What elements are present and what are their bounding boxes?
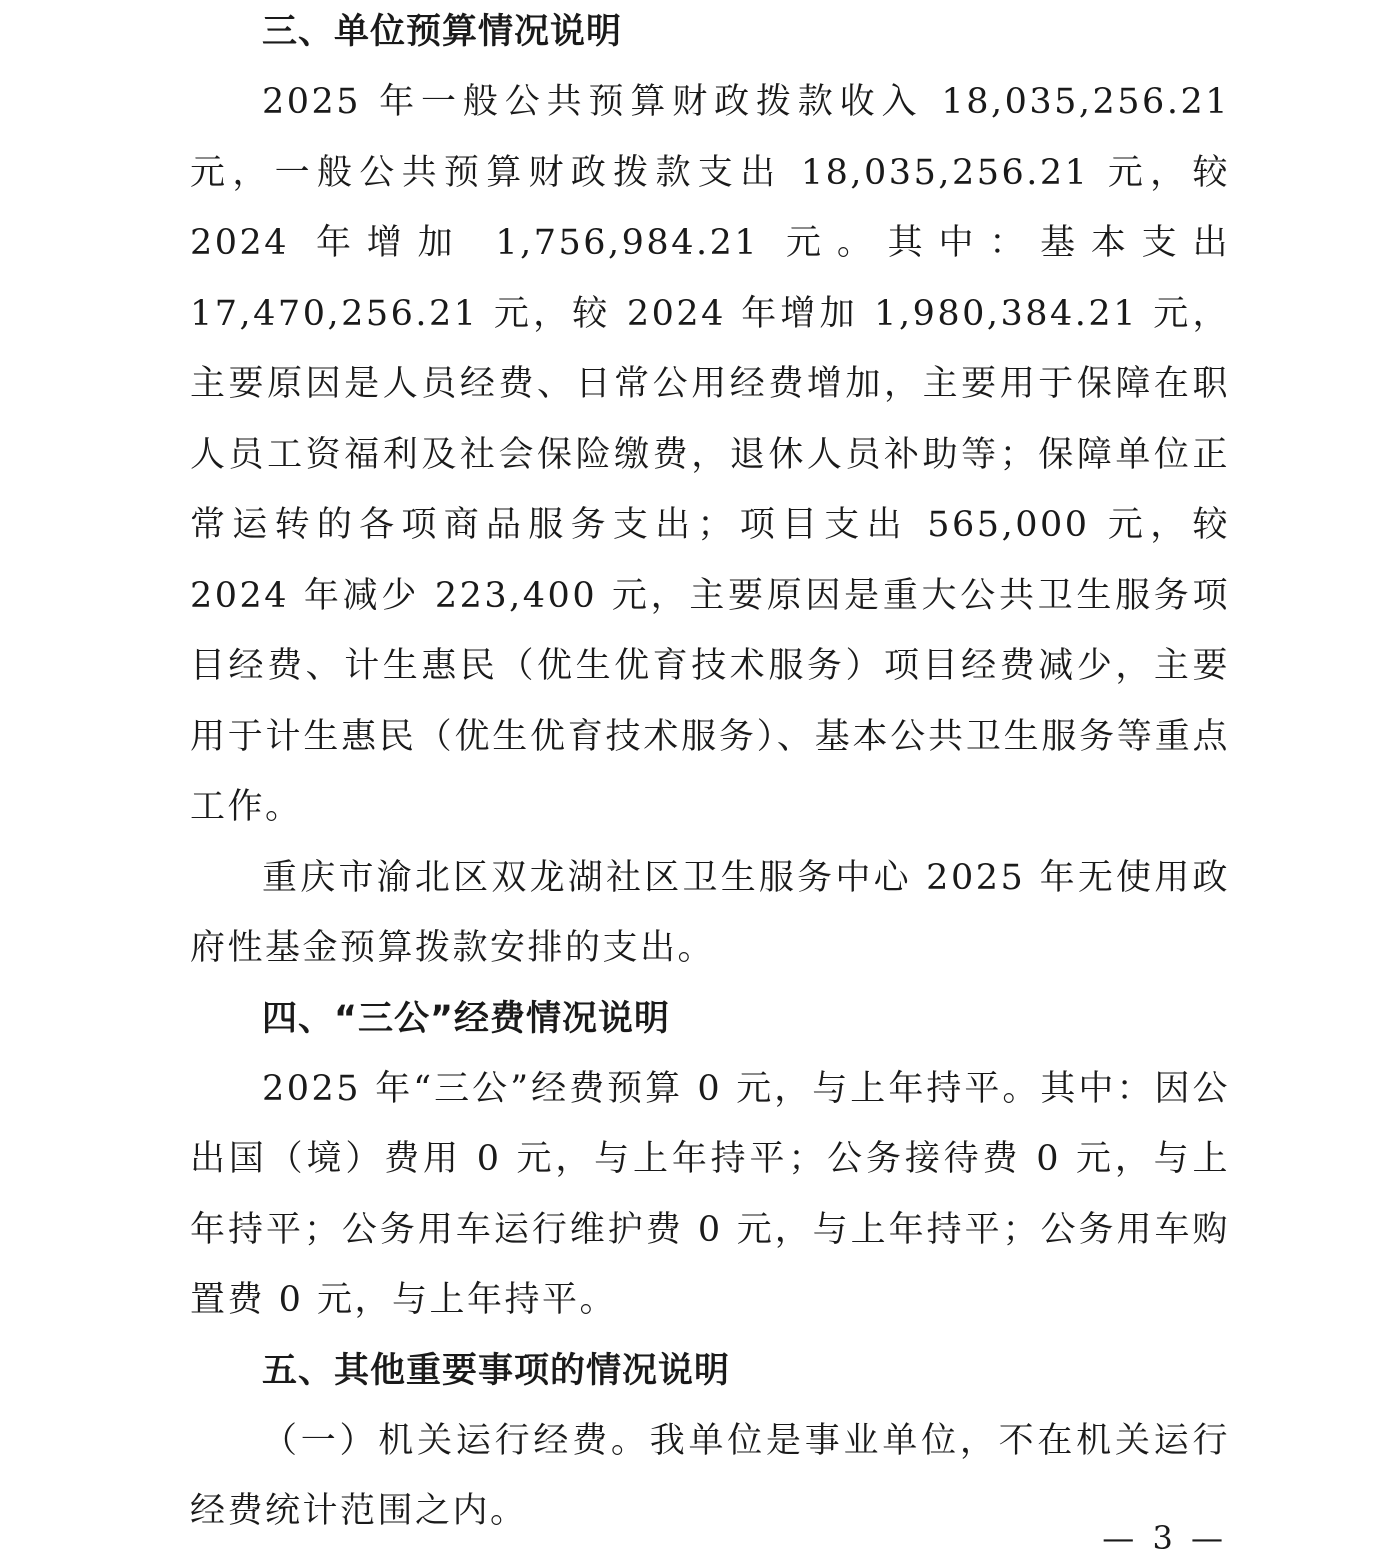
section-3-heading: 三、单位预算情况说明 — [262, 12, 623, 52]
section-4-heading: 四、“三公”经费情况说明 — [262, 998, 671, 1039]
section-3-paragraph-2: 重庆市渝北区双龙湖社区卫生服务中心 2025 年无使用政府性基金预算拨款安排的支出。 — [190, 857, 1230, 968]
section-5-heading: 五、其他重要事项的情况说明 — [262, 1350, 731, 1391]
section-4-paragraph-1: 2025 年“三公”经费预算 0 元，与上年持平。其中：因公出国（境）费用 0 元，与上年持平；公务接待费 0 元，与上年持平；公务用车运行维护费 0 元，与上年持平；公务用车购置费 0 元，与上年持平。 — [190, 1068, 1230, 1320]
document-page — [190, 0, 1230, 1547]
section-5-paragraph-1: （一）机关运行经费。我单位是事业单位，不在机关运行经费统计范围之内。 — [190, 1420, 1230, 1531]
page-number: — 3 — — [1102, 1519, 1227, 1557]
section-3-paragraph-1: 2025 年一般公共预算财政拨款收入 18,035,256.21 元，一般公共预算财政拨款支出 18,035,256.21 元，较 2024 年增加 1,756,984.21 元。其中：基本支出 17,470,256.21 元，较 2024 年增加 1,980,384.21 元，主要原因是人员经费、日常公用经费增加，主要用于保障在职人员工资福利及社会保险缴费，退休人员补助等；保障单位正常运转的各项商品服务支出；项目支出 565,000 元，较 2024 年减少 223,400 元，主要原因是重大公共卫生服务项目经费、计生惠民（优生优育技术服务）项目经费减少，主要用于计生惠民（优生优育技术服务）、基本公共卫生服务等重点工作。 — [190, 82, 1230, 827]
